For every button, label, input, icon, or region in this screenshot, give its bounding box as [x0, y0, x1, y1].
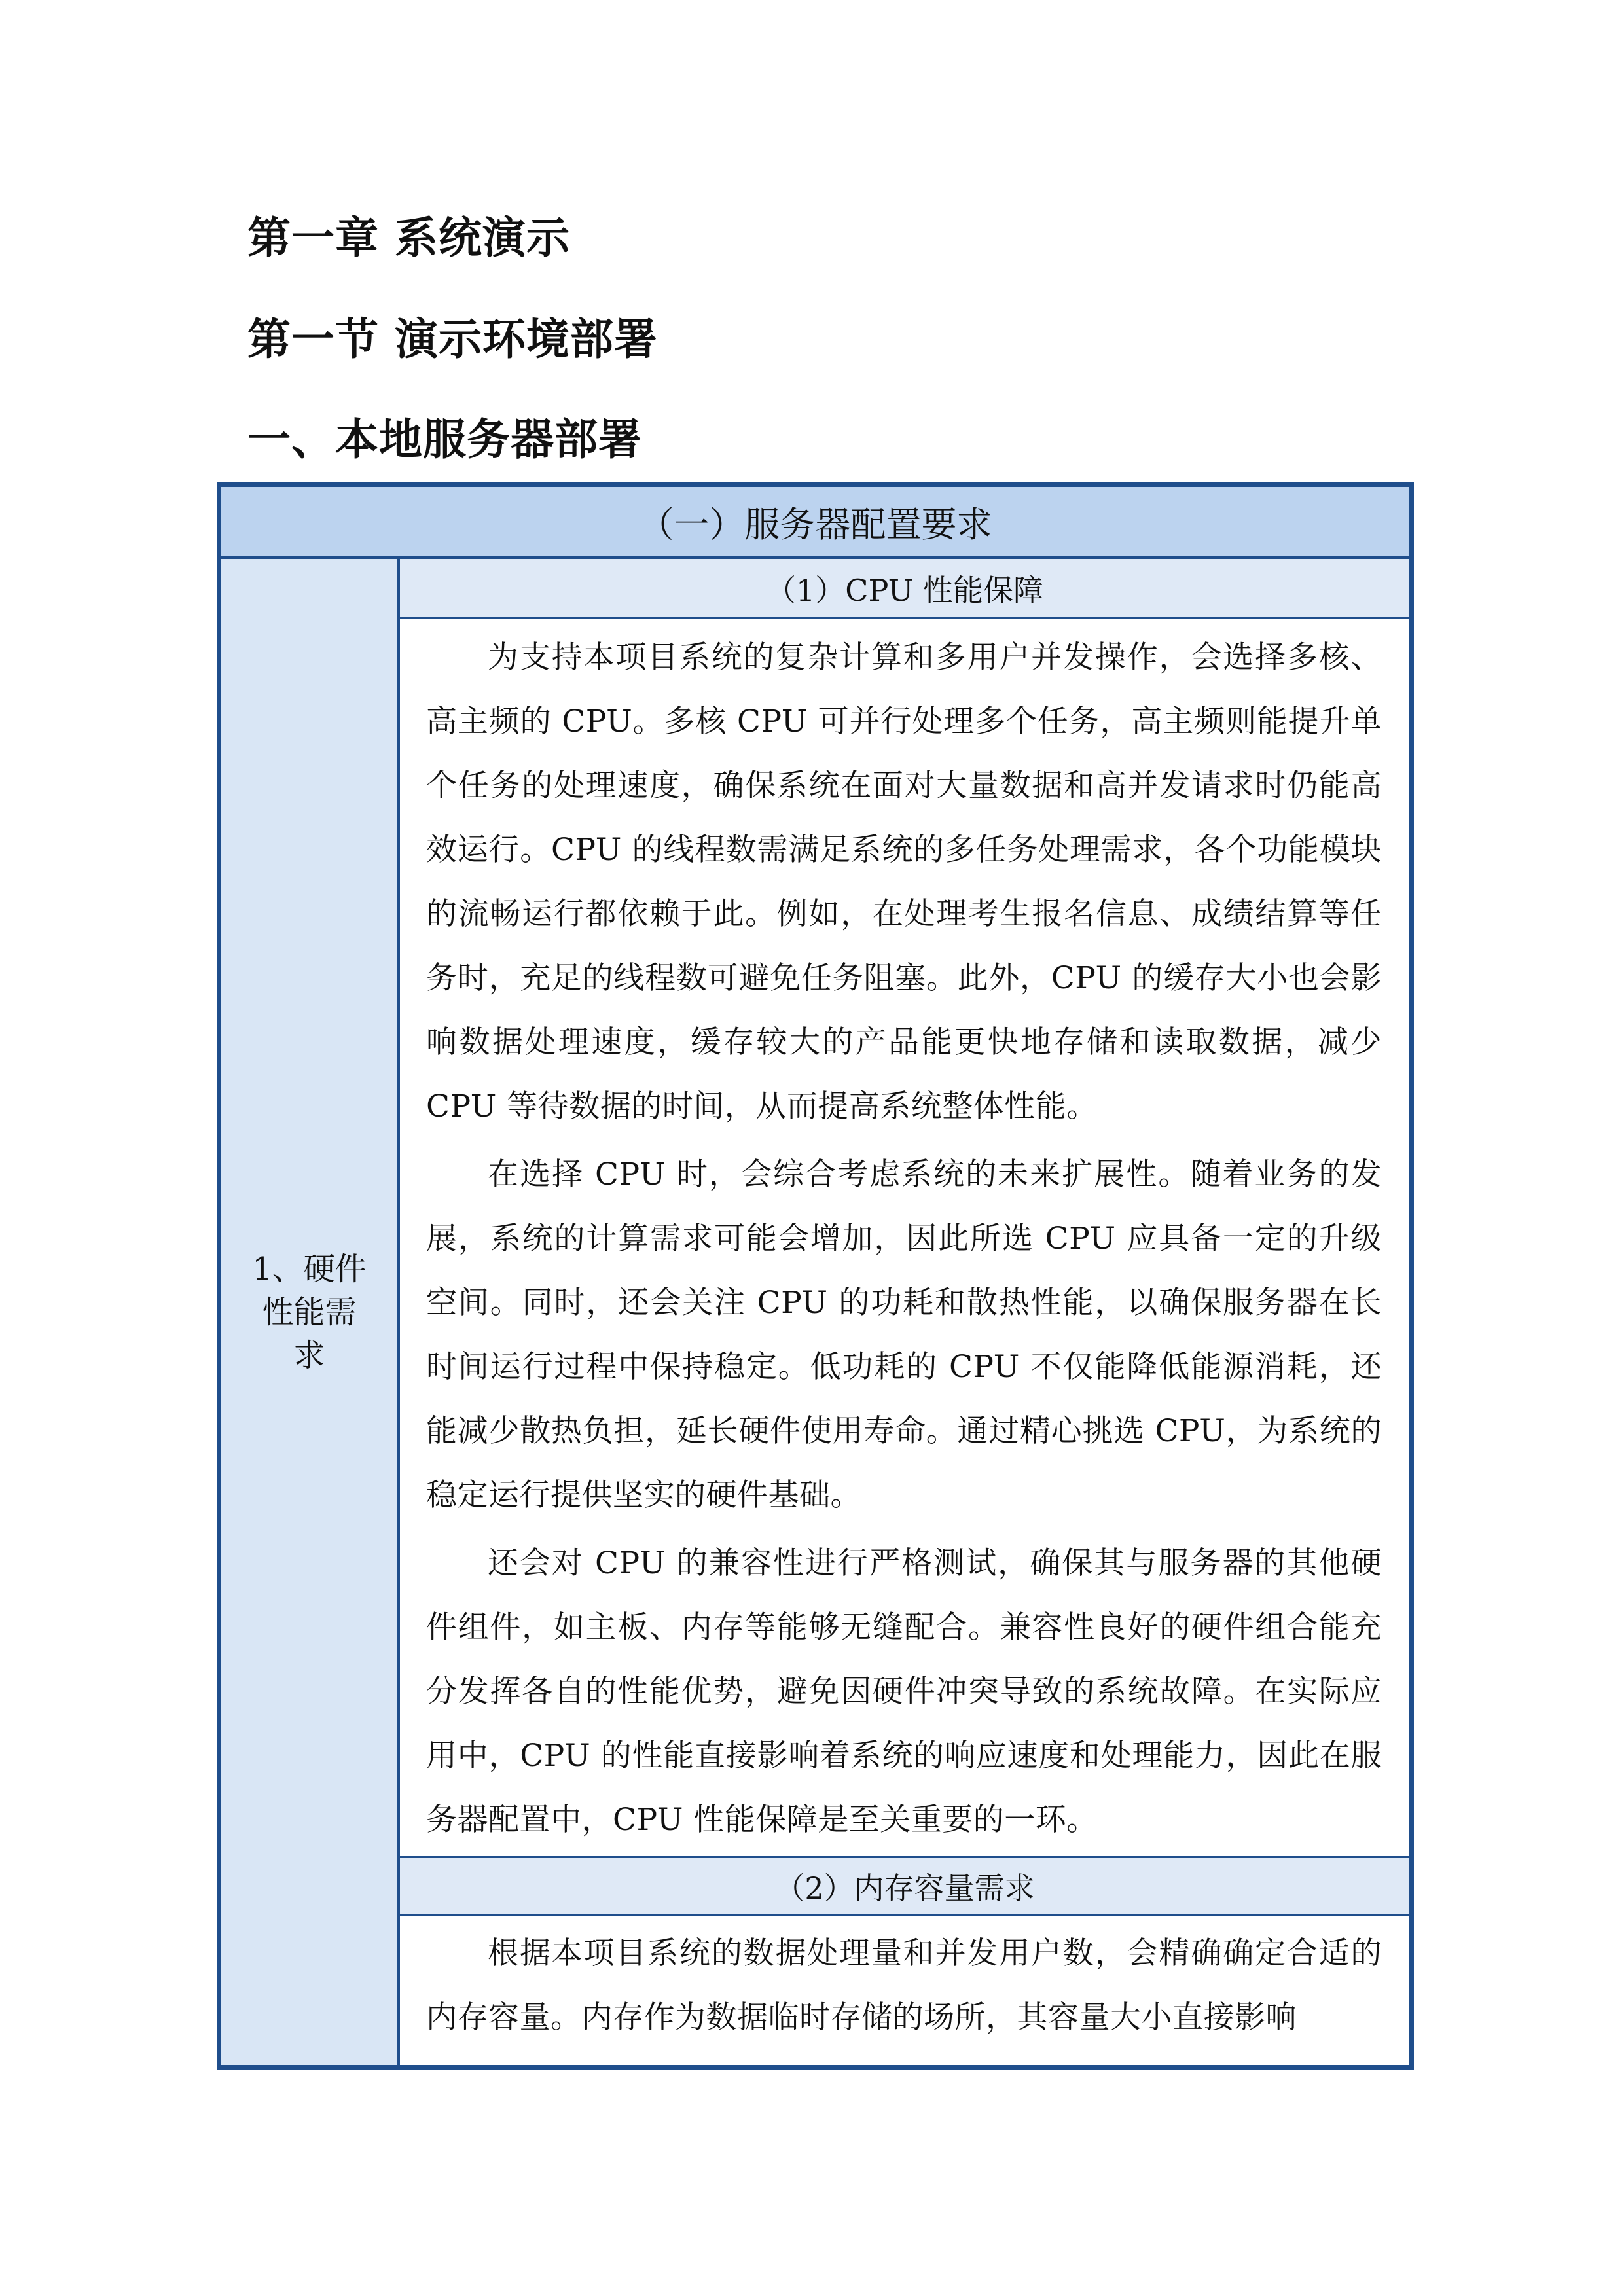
category-cell	[221, 559, 400, 2065]
cpu-subheading: （1）CPU 性能保障	[400, 559, 1409, 619]
memory-paragraph-1: 根据本项目系统的数据处理量和并发用户数，会精确确定合适的内存容量。内存作为数据临时存储的场所，其容量大小直接影响	[426, 1935, 1382, 2036]
requirements-table	[217, 482, 1414, 2070]
cpu-paragraph-1: 为支持本项目系统的复杂计算和多用户并发操作，会选择多核、高主频的 CPU。多核 CPU 可并行处理多个任务，高主频则能提升单个任务的处理速度，确保系统在面对大量数据和高并发请求时仍能高效运行。CPU 的线程数需满足系统的多任务处理需求，各个功能模块的流畅运行都依赖于此。例如，在处理考生报名信息、成绩结算等任务时，充足的线程数可避免任务阻塞。此外，CPU 的缓存大小也会影响数据处理速度，缓存较大的产品能更快地存储和读取数据，减少 CPU 等待数据的时间，从而提高系统整体性能。	[426, 639, 1382, 1124]
memory-subheading: （2）内存容量需求	[400, 1856, 1409, 1916]
content-column	[400, 559, 1409, 2065]
subsection-heading: 一、本地服务器部署	[247, 414, 642, 465]
cpu-paragraph-3: 还会对 CPU 的兼容性进行严格测试，确保其与服务器的其他硬件组件，如主板、内存等能够无缝配合。兼容性良好的硬件组合能充分发挥各自的性能优势，避免因硬件冲突导致的系统故障。在实际应用中，CPU 的性能直接影响着系统的响应速度和处理能力，因此在服务器配置中，CPU 性能保障是至关重要的一环。	[426, 1545, 1382, 1838]
table-title: （一）服务器配置要求	[221, 487, 1409, 559]
section-heading: 第一节 演示环境部署	[247, 314, 658, 365]
chapter-heading: 第一章 系统演示	[247, 213, 570, 263]
memory-body	[426, 1922, 1382, 2054]
category-label: 1、硬件性能需求	[252, 1250, 367, 1374]
cpu-body	[426, 626, 1382, 1856]
cpu-paragraph-2: 在选择 CPU 时，会综合考虑系统的未来扩展性。随着业务的发展，系统的计算需求可能会增加，因此所选 CPU 应具备一定的升级空间。同时，还会关注 CPU 的功耗和散热性能，以确保服务器在长时间运行过程中保持稳定。低功耗的 CPU 不仅能降低能源消耗，还能减少散热负担，延长硬件使用寿命。通过精心挑选 CPU，为系统的稳定运行提供坚实的硬件基础。	[426, 1157, 1382, 1513]
